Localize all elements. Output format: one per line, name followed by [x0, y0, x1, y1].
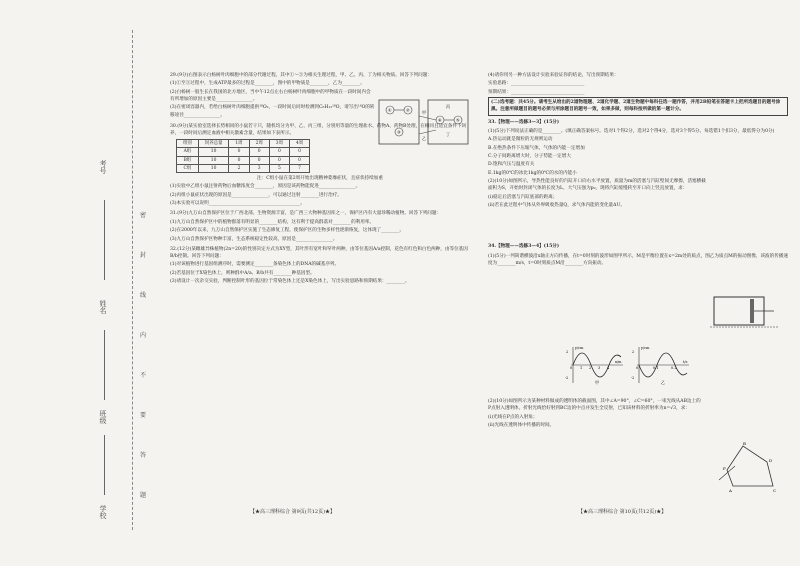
school-label: 学校	[99, 505, 107, 519]
q30-part3: (3)本实验可以说明________________________________________。	[170, 201, 306, 207]
substance-label: 丙	[446, 104, 450, 109]
q32-part4: (4)请你用另一种方法设计实验来验证你的结论，写出预期结果：	[488, 73, 619, 78]
graph-label: 甲	[595, 380, 599, 385]
point-label: P	[723, 466, 726, 471]
table-cell: 0	[269, 156, 289, 164]
q32-part2: (2)若基因位于X染色体上，则种群中A/a、B/b共有________种基因型。	[170, 270, 315, 276]
seal-char: 不	[140, 372, 147, 379]
right-page-column	[488, 72, 788, 268]
node-label: ④	[438, 117, 442, 123]
tick-label: 3	[598, 366, 601, 370]
axis-label: x/m	[615, 360, 622, 364]
name-label: 姓名	[99, 300, 107, 314]
table-cell: 0	[229, 156, 249, 164]
table-cell: 10	[198, 156, 229, 164]
exam-no-label: 考号	[99, 160, 107, 174]
graph-label: 乙	[661, 380, 665, 385]
q29-stem: 29.(9分)右图表示白杨树叶肉细胞中的部分代谢过程，其中①～⑤为相关生理过程，甲、乙、丙、丁为相关物质。回答下列问题：	[170, 73, 432, 78]
table-cell: 10	[198, 148, 229, 156]
seal-char: 要	[140, 412, 147, 419]
seal-char: 线	[140, 292, 147, 299]
q34-part1: (1)(5分)一列简谐横波沿x轴正方向传播，在t=0时刻的波形如图甲所示，M是平衡位置在x=2m处的质点，图乙为质点M的振动图像，该波的传播速度为________m/s，t=0时刻质点M沿________方向振动。	[488, 253, 789, 266]
table-cell: 0	[249, 148, 269, 156]
q32-part3: (3)请设计一次杂交实验，判断控制叶形的基因位于常染色体上还是X染色体上，写出实验思路和预期结果：________。	[170, 279, 410, 285]
q33-part1: (1)(5分)下列说法正确的是________。(填正确答案标号。选对1个得2分，选对2个得4分，选对3个得5分。每选错1个扣3分，最低得分为0分)	[488, 128, 775, 134]
seal-line	[132, 30, 133, 530]
vertex-label: B	[743, 441, 746, 446]
binding-margin	[0, 0, 160, 566]
table-cell: 5	[269, 164, 289, 172]
class-field	[104, 435, 105, 495]
tick-label: 4	[607, 366, 610, 370]
seal-char: 答	[140, 452, 147, 459]
table-cell: 0	[229, 148, 249, 156]
tick-label: 2	[589, 366, 592, 370]
vertex-label: A	[729, 488, 732, 493]
tick-label: 0	[636, 366, 639, 370]
table-header: 2周	[249, 140, 269, 148]
q32-stem: 32.(12分)某雌雄异株植物(2n=20)的性别决定方式为XY型，其叶形有宽叶和窄叶两种，由等位基因A/a控制，花色有红色和白色两种，由等位基因B/b控制。回答下列问题：	[170, 246, 468, 259]
node-label: ①	[388, 107, 392, 113]
q33-option: E.1kg的0℃的冰比1kg的0℃的水的内能小	[488, 170, 577, 176]
prism-outline	[727, 446, 773, 486]
q33-part2: (2)(10分)如图所示，导热性能良好的汽缸开口向右水平放置，质量为m的活塞与汽缸壁间无摩擦，活塞横截面积为S，开始时封闭气体的长度为L，大气压强为p₀，现将汽缸缓慢转至开口向上竖直放置，求：	[488, 179, 706, 192]
axis-label: y/cm	[575, 346, 584, 350]
axis-label: y/cm	[641, 346, 650, 350]
q32-expected: 预期结果：________________________________	[488, 89, 585, 95]
substance-label: 丁	[446, 132, 450, 137]
table-row	[177, 148, 310, 156]
tick-label: 2	[566, 350, 569, 354]
table-cell: B组	[177, 156, 199, 164]
arrow-line	[419, 130, 436, 134]
table-header: 组别	[177, 140, 199, 148]
q33-heading: 33.【物理——选修3—3】(15分)	[488, 119, 560, 125]
tick-label: 1	[580, 366, 583, 370]
table-header-row	[177, 140, 310, 148]
class-label: 班级	[99, 410, 107, 424]
vertex-label: C	[773, 488, 777, 493]
table-header: 4周	[289, 140, 309, 148]
q31-part2: (2)在2000年以来，九万山自然保护区实施了生态修复工程，使保护区的生物多样性逐渐恢复，这体现了________。	[170, 228, 405, 234]
q30-part2: (2)丙组小鼠症状出现的原因是________________，可以通过注射________进行治疗。	[170, 192, 342, 198]
node-label: ③	[397, 129, 401, 135]
seal-char: 题	[140, 492, 147, 499]
seal-char: 内	[140, 332, 147, 339]
table-note: 注：C组小鼠在第2周开始出现精神萎靡症状，且症状持续加重	[257, 176, 383, 181]
node-label: ⑤	[456, 117, 460, 123]
q33-option: B.在绝热条件下压缩气体，气体的内能一定增加	[488, 145, 585, 151]
table-cell: 7	[289, 164, 309, 172]
arrow-line	[419, 116, 436, 120]
q31-part3: (3)九万山自然保护区物种丰富，生态系统稳定性较高，原因是________________。	[170, 236, 338, 242]
substance-label: 甲	[422, 110, 426, 115]
data-table	[176, 139, 310, 173]
table-cell: 10	[198, 164, 229, 172]
table-row	[177, 156, 310, 164]
tick-label: 0	[570, 366, 573, 370]
q30-part1: (1)实验中乙组小鼠注射药物后血糖浓度会________，原因是该药物能促进________________。	[170, 184, 361, 190]
q33-part2b: (ii)若在此过程中气体从外界吸收热量Q，求气体内能的变化量ΔU。	[488, 203, 625, 209]
q33-part2a: (i)稳定后活塞与汽缸底部的距离；	[488, 194, 558, 200]
table-cell: C组	[177, 164, 199, 172]
q34-heading: 34.【物理——选修3—4】(15分)	[488, 244, 560, 250]
tick-label: -2	[565, 376, 569, 380]
q29-part1: (1)①至⑤过程中，生成ATP最多的过程是________，图中的甲物质是________，乙为________。	[170, 81, 365, 87]
axis-label: t/s	[683, 360, 688, 364]
name-field	[104, 330, 105, 400]
tick-label: -2	[631, 376, 635, 380]
q34-part2a: (i)光线在P点的入射角；	[488, 414, 538, 420]
q29-part2: (2)白杨树一般生长在我国的北方地区，当中午12点左右白杨树叶肉细胞中的甲物质在一段时间内会有所增加的原因主要是________________。	[170, 89, 371, 102]
elective-instructions: (二)选考题：共45分。请考生从给出的2道物理题、2道化学题、2道生物题中每科任选一题作答，并用2B铅笔在答题卡上把所选题目的题号涂黑。注意所做题目的题号必须与所涂题目的题号一致，如果多做，则每科按所做的第一题计分。	[488, 97, 788, 115]
table-cell: 0	[269, 148, 289, 156]
q31-part1: (1)九万山自然保护区中的植物群落有明显的________结构，这有利于提高群落对________的利用率。	[170, 219, 375, 225]
tick-label: 2	[632, 350, 635, 354]
piston	[750, 299, 754, 323]
q32-part1: (1)对该植物进行基因组测序时，需要测定________条染色体上的DNA的碱基序列。	[170, 262, 340, 268]
tick-label: 0.1	[653, 366, 659, 370]
vertex-label: D	[769, 458, 773, 463]
table-cell: 2	[229, 164, 249, 172]
metabolism-diagram	[378, 96, 470, 150]
right-page-footer: 【★高三理科综合 第10页(共12页)★】	[578, 509, 667, 515]
q33-option: C.分子间距离增大时，分子势能一定增大	[488, 153, 571, 159]
table-header: 3周	[269, 140, 289, 148]
table-cell: 0	[289, 148, 309, 156]
q34-part2b: (ii)光线在透明体中传播的时间。	[488, 422, 555, 428]
table-cell: 0	[289, 156, 309, 164]
node-label: ②	[406, 107, 410, 113]
table-cell: A组	[177, 148, 199, 156]
chloroplast-box	[379, 100, 419, 144]
q29-part3: (3)在密闭容器内，若给白杨树叶肉细胞提供¹⁸O₂，一段时间后同时检测到C₆H₁₂¹⁸O，请写出¹⁸O的转移途径________________。	[170, 105, 375, 118]
right-page-q34b	[488, 398, 788, 430]
light-ray	[719, 466, 735, 480]
left-page-footer: 【★高三理科综合 第9页(共12页)★】	[250, 509, 336, 515]
prism-diagram	[715, 440, 785, 495]
q33-option: D.饱和汽压与温度有关	[488, 162, 535, 168]
table-cell: 3	[249, 164, 269, 172]
seal-char: 封	[140, 252, 147, 259]
cylinder-diagram	[710, 295, 780, 331]
table-header: 饲养总量	[198, 140, 229, 148]
table-header: 1周	[229, 140, 249, 148]
q32-thought: 实验思路：________________________________	[488, 81, 585, 87]
q31-stem: 31.(9分)九万山自然保护区位于广西北部，生物资源丰富，是广西三大物种基因库之一，保护区内有大量珍稀动植物。回答下列问题：	[170, 211, 442, 217]
table-row	[177, 164, 310, 172]
q33-option: A.热运动就是微粒的无规则运动	[488, 137, 553, 143]
q30-stem: 30.(9分)某实验室选择长势相同的小鼠若干只，随机均分为甲、乙、丙三组，分别用等量的生理盐水、药物A、药物B处理，在相同且适宜条件下饲养，一段时间后测定血液中相关激素含量，结果如下表所示。	[170, 123, 467, 136]
wave-graphs	[565, 345, 695, 385]
table-cell: 0	[249, 156, 269, 164]
q34-part2: (2)(10分)如图所示为某种材料做成的透明体的截面图，其中∠A=90°，∠C=60°，一束光线从AB边上的P点射入透明体，折射光线恰好射到BC边的中点并发生全反射，已知该材料的折射率为n=√3，求：	[488, 399, 701, 412]
substance-label: 乙	[422, 136, 426, 141]
exam-no-field	[104, 200, 105, 280]
seal-char: 密	[140, 212, 147, 219]
tick-label: 0.2	[671, 366, 677, 370]
